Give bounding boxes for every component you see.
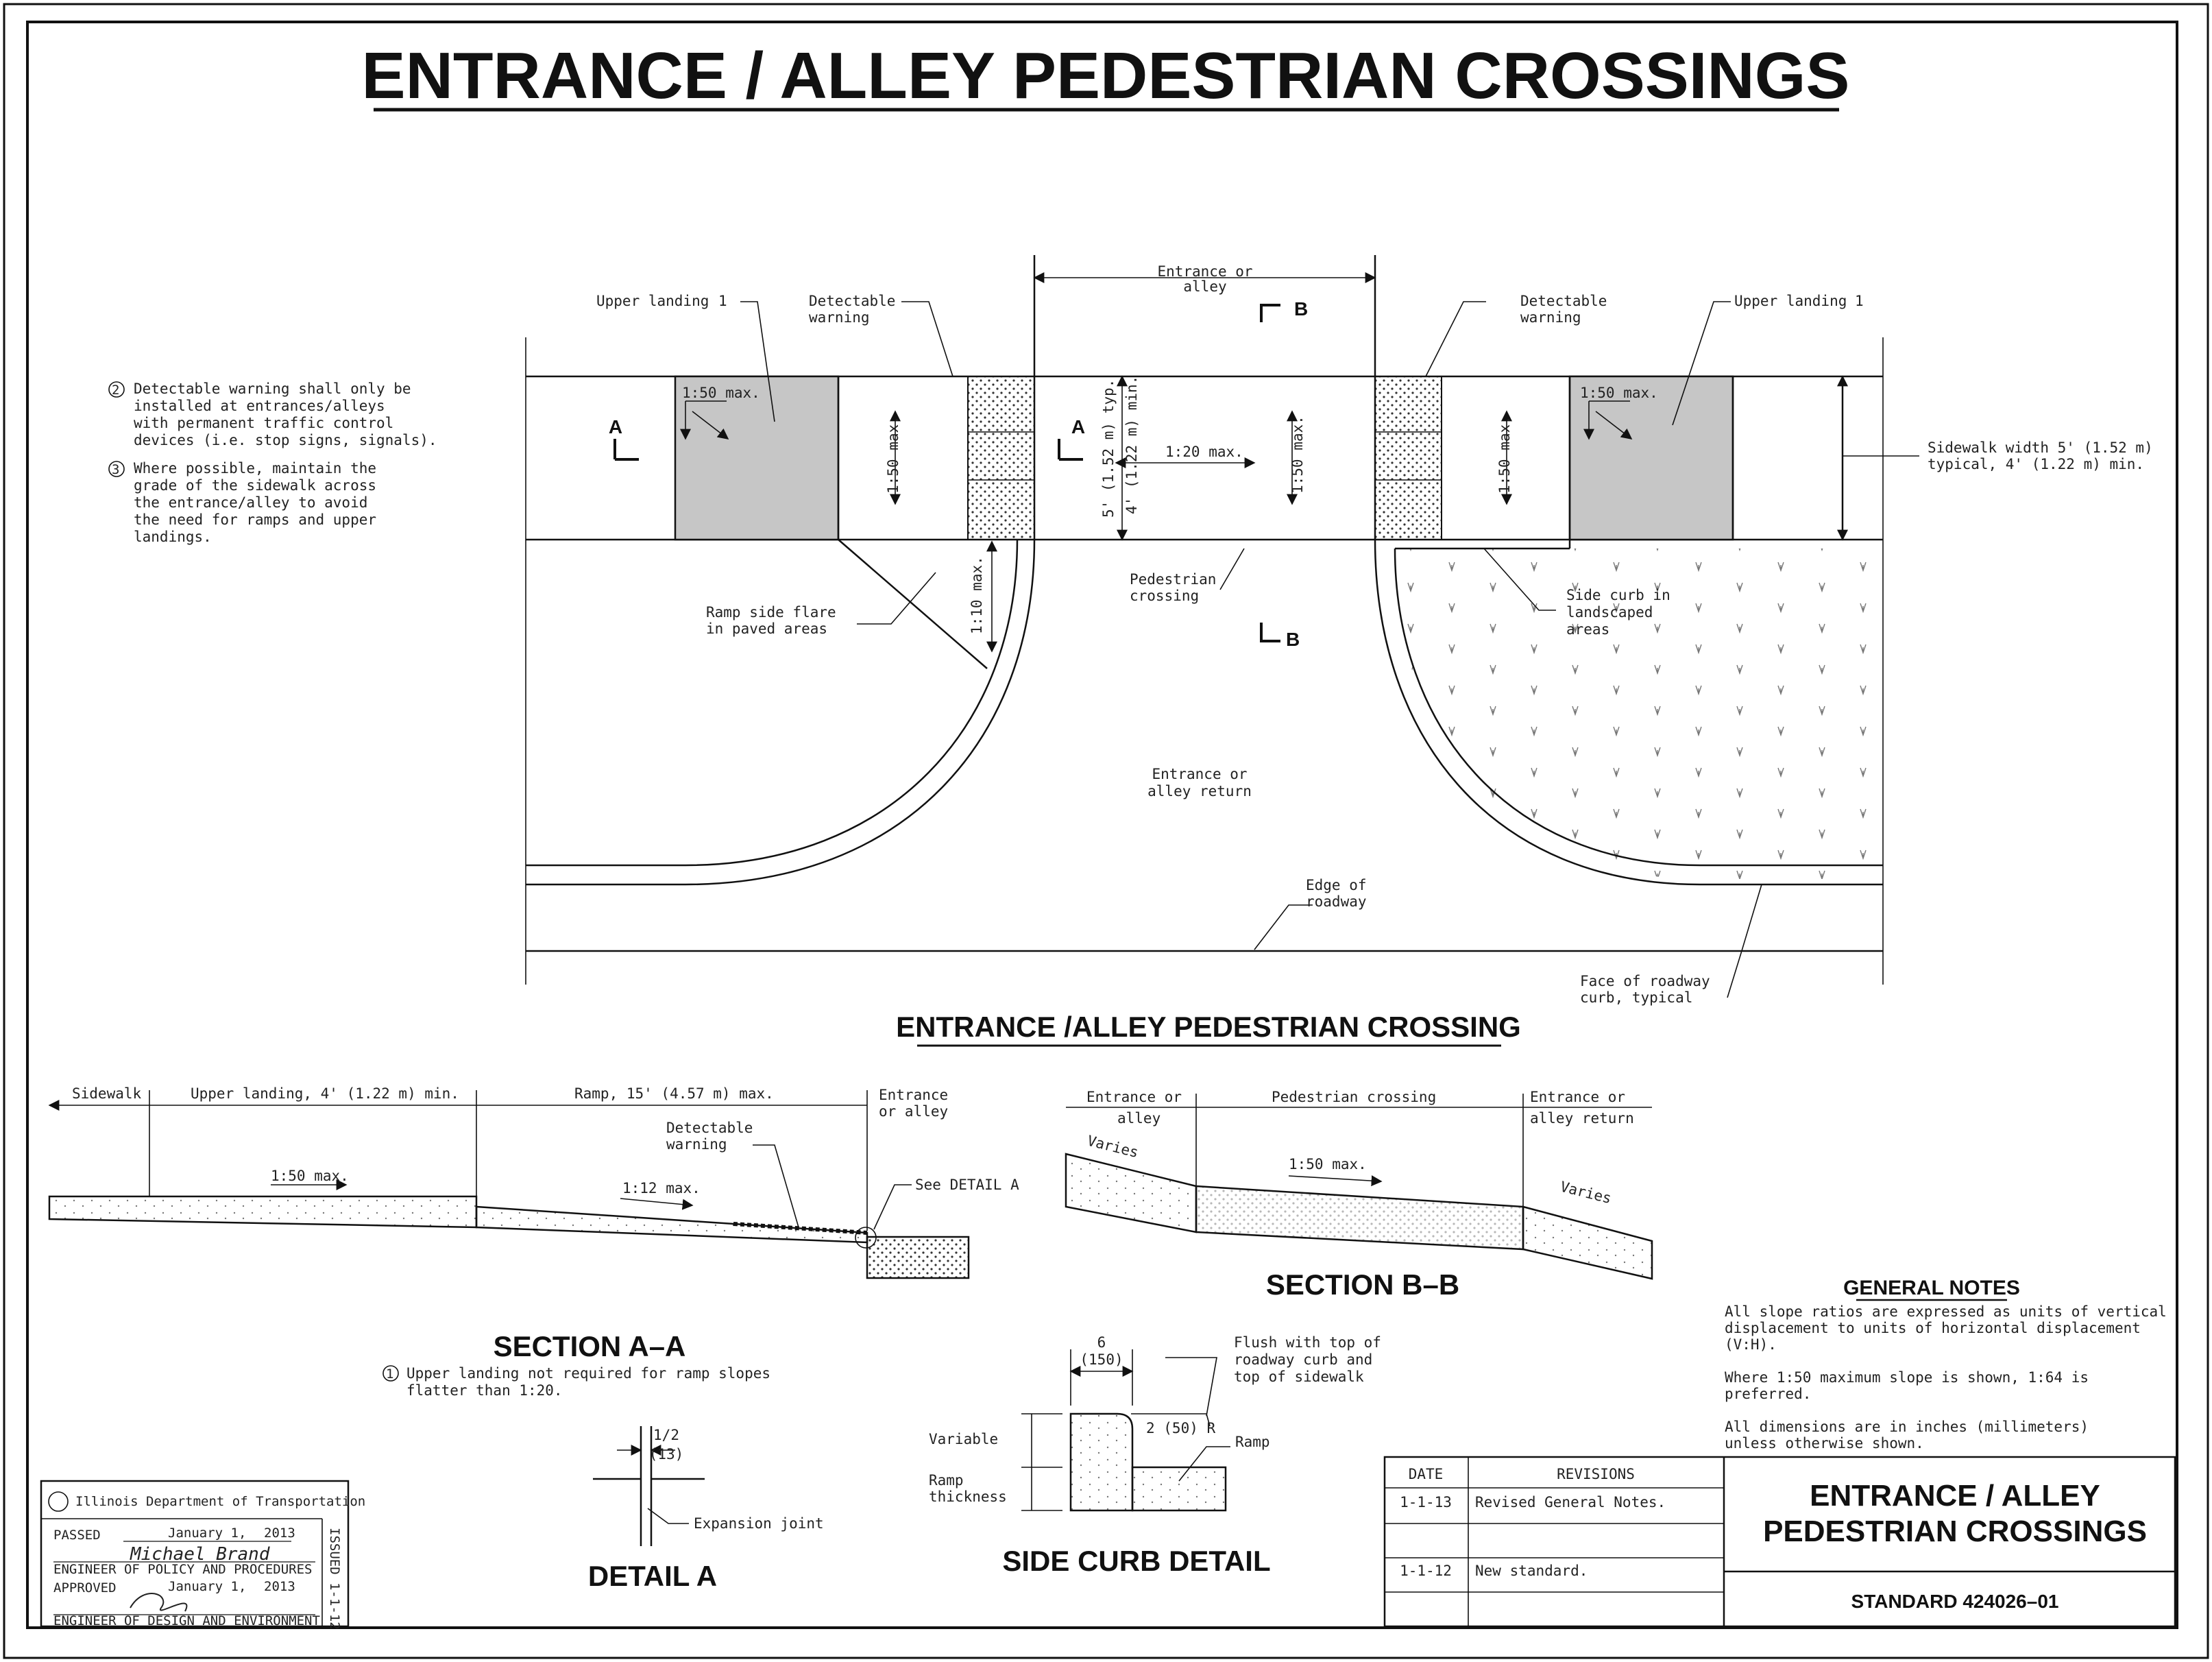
signature-2 — [130, 1593, 186, 1611]
aa-footnote-1: Upper landing not required for ramp slopes — [406, 1365, 771, 1382]
side-curb-detail — [929, 1334, 1381, 1577]
bb-return-2: alley return — [1530, 1110, 1634, 1127]
aa-heading: SECTION A–A — [493, 1330, 686, 1362]
aa-ramp: Ramp, 15' (4.57 m) max. — [574, 1085, 774, 1102]
rev-1-text: Revised General Notes. — [1475, 1494, 1666, 1510]
detail-a-heading: DETAIL A — [587, 1560, 718, 1592]
side-curb-heading: SIDE CURB DETAIL — [1002, 1545, 1271, 1577]
approved-label: APPROVED — [53, 1580, 117, 1595]
section-b-marker-bottom: B — [1286, 629, 1300, 650]
side-curb-2: landscaped — [1566, 604, 1653, 621]
aa-detectable-2: warning — [666, 1136, 727, 1153]
circ-1-a: 1 — [718, 293, 727, 309]
detectable-right-2: warning — [1520, 309, 1581, 326]
ramp-flare-1: Ramp side flare — [706, 604, 836, 621]
ped-crossing-2: crossing — [1130, 588, 1200, 604]
svg-text:3: 3 — [112, 462, 120, 477]
approved-date: January 1, — [168, 1579, 247, 1594]
rev-2-date: 1-1-12 — [1400, 1563, 1452, 1579]
entrance-label-2: alley — [1183, 278, 1227, 295]
note3-line4: the need for ramps and upper — [134, 511, 377, 528]
aa-slope-112: 1:12 max. — [622, 1180, 701, 1196]
approval-block — [41, 1481, 365, 1630]
aa-footnote-2: flatter than 1:20. — [406, 1382, 563, 1399]
sheet-name-1: ENTRANCE / ALLEY — [1810, 1479, 2100, 1513]
plan-heading: ENTRANCE /ALLEY PEDESTRIAN CROSSING — [896, 1011, 1521, 1043]
passed-year: 2013 — [264, 1526, 295, 1541]
role-1: ENGINEER OF POLICY AND PROCEDURES — [53, 1562, 313, 1577]
detectable-warning-right — [1375, 376, 1442, 540]
side-curb-3: areas — [1566, 621, 1610, 638]
slope-label-d: 1:50 max. — [1289, 416, 1306, 494]
rev-1-date: 1-1-13 — [1400, 1494, 1452, 1510]
note3-line1: Where possible, maintain the — [134, 460, 377, 477]
gn-line-6: preferred. — [1725, 1386, 1812, 1402]
bb-entrance-2: alley — [1117, 1110, 1161, 1127]
aa-slope-150: 1:50 max. — [271, 1168, 349, 1184]
page-title: ENTRANCE / ALLEY PEDESTRIAN CROSSINGS — [361, 39, 1850, 112]
slope-120-label: 1:20 max. — [1165, 444, 1243, 460]
role-2: ENGINEER OF DESIGN AND ENVIRONMENT — [53, 1613, 320, 1628]
section-a-marker-right: A — [1071, 416, 1086, 437]
slope-label-c: 1:50 max. — [885, 416, 901, 494]
detail-a-expansion: Expansion joint — [694, 1515, 824, 1532]
entrance-label-1: Entrance or — [1157, 263, 1253, 280]
section-aa — [49, 1085, 1019, 1399]
return-1: Entrance or — [1152, 766, 1248, 782]
bb-varies-right: Varies — [1558, 1178, 1614, 1207]
curb-flush-2: roadway curb and — [1234, 1351, 1373, 1368]
note2-line4: devices (i.e. stop signs, signals). — [134, 432, 437, 448]
note3-line2: grade of the sidewalk across — [134, 477, 377, 494]
ped-crossing-1: Pedestrian — [1130, 571, 1217, 588]
detectable-right-1: Detectable — [1520, 293, 1607, 309]
bb-slope: 1:50 max. — [1289, 1156, 1367, 1172]
sidewalk-width-1: Sidewalk width 5' (1.52 m) — [1928, 439, 2153, 456]
width-label-1: 5' (1.52 m) typ. — [1100, 378, 1117, 518]
note2-line2: installed at entrances/alleys — [134, 398, 385, 414]
ramp-flare-2: in paved areas — [706, 621, 828, 637]
curb-variable: Variable — [929, 1431, 999, 1447]
detail-a-mm: (13) — [648, 1446, 684, 1462]
gn-line-2: displacement to units of horizontal displacement — [1725, 1320, 2141, 1336]
face-2: curb, typical — [1580, 989, 1693, 1006]
curb-ramp-thickness-2: thickness — [929, 1489, 1007, 1505]
svg-text:2: 2 — [112, 383, 120, 398]
bb-varies-left: Varies — [1085, 1132, 1141, 1161]
curb-ramp: Ramp — [1235, 1434, 1270, 1450]
section-b-marker-top: B — [1294, 298, 1309, 320]
face-1: Face of roadway — [1580, 973, 1710, 989]
curb-ramp-thickness-1: Ramp — [929, 1472, 964, 1489]
side-curb-1: Side curb in — [1566, 587, 1670, 603]
detectable-left-1: Detectable — [809, 293, 896, 309]
aa-sidewalk: Sidewalk — [72, 1085, 142, 1102]
note2-line1: Detectable warning shall only be — [134, 381, 411, 397]
width-label-2: 4' (1.22 m) min. — [1123, 375, 1140, 514]
bb-entrance-1: Entrance or — [1086, 1089, 1182, 1105]
svg-text:1: 1 — [386, 1366, 394, 1382]
approved-year: 2013 — [264, 1579, 295, 1594]
detail-a — [588, 1426, 824, 1592]
gn-line-8: All dimensions are in inches (millimeters) — [1725, 1419, 2089, 1435]
aa-see-detail: See DETAIL A — [915, 1177, 1019, 1193]
circ-1-b: 1 — [1855, 293, 1864, 309]
idot-logo — [49, 1492, 68, 1511]
aa-entrance-1: Entrance — [879, 1087, 949, 1103]
sheet-name-2: PEDESTRIAN CROSSINGS — [1763, 1515, 2147, 1548]
agency-name: Illinois Department of Transportation — [75, 1494, 366, 1509]
aa-entrance-2: or alley — [879, 1103, 949, 1120]
curb-flush-3: top of sidewalk — [1234, 1369, 1364, 1385]
note3-line5: landings. — [134, 529, 212, 545]
slope-label-b: 1:50 max. — [1580, 385, 1658, 401]
detail-a-num: 1/2 — [653, 1427, 679, 1443]
upper-landing-left-label: Upper landing — [596, 293, 709, 309]
edge-2: roadway — [1306, 893, 1367, 910]
curb-dim-num: 6 — [1097, 1334, 1106, 1351]
curb-dim-mm: (150) — [1080, 1351, 1123, 1368]
note3-line3: the entrance/alley to avoid — [134, 494, 368, 511]
section-a-marker-left: A — [608, 416, 623, 437]
sidewalk-width-2: typical, 4' (1.22 m) min. — [1928, 456, 2145, 472]
upper-landing-right-label: Upper landing — [1734, 293, 1847, 309]
side-notes — [109, 381, 437, 545]
rev-2-text: New standard. — [1475, 1563, 1588, 1579]
general-notes-heading: GENERAL NOTES — [1843, 1277, 2020, 1299]
general-notes — [1725, 1277, 2167, 1452]
gn-line-1: All slope ratios are expressed as units of vertical — [1725, 1303, 2167, 1320]
edge-1: Edge of — [1306, 877, 1367, 893]
gn-line-5: Where 1:50 maximum slope is shown, 1:64 is — [1725, 1369, 2089, 1386]
rev-date-header: DATE — [1408, 1466, 1444, 1482]
standard-number: STANDARD 424026–01 — [1851, 1591, 2059, 1612]
aa-upper-landing: Upper landing, 4' (1.22 m) min. — [191, 1085, 459, 1102]
issued-stamp: ISSUED 1-1-12 — [327, 1528, 342, 1630]
curb-flush-1: Flush with top of — [1234, 1334, 1381, 1351]
gn-line-3: (V:H). — [1725, 1336, 1777, 1353]
bb-heading: SECTION B–B — [1265, 1268, 1460, 1301]
signature-1: Michael Brand — [130, 1544, 270, 1565]
bb-return-1: Entrance or — [1530, 1089, 1626, 1105]
detectable-left-2: warning — [809, 309, 870, 326]
slope-110-label: 1:10 max. — [969, 556, 985, 634]
slope-label-a: 1:50 max. — [682, 385, 760, 401]
return-2: alley return — [1147, 783, 1252, 799]
slope-label-e: 1:50 max. — [1496, 416, 1513, 494]
passed-date: January 1, — [168, 1526, 247, 1541]
rev-header: REVISIONS — [1557, 1466, 1635, 1482]
bb-ped: Pedestrian crossing — [1272, 1089, 1437, 1105]
curb-radius: 2 (50) R — [1146, 1420, 1216, 1436]
aa-detectable-1: Detectable — [666, 1120, 753, 1136]
passed-label: PASSED — [53, 1528, 101, 1543]
note2-line3: with permanent traffic control — [134, 415, 394, 431]
section-bb — [1066, 1089, 1652, 1301]
detectable-warning-left — [968, 376, 1034, 540]
gn-line-9: unless otherwise shown. — [1725, 1435, 1924, 1452]
revision-block — [1385, 1457, 2175, 1626]
